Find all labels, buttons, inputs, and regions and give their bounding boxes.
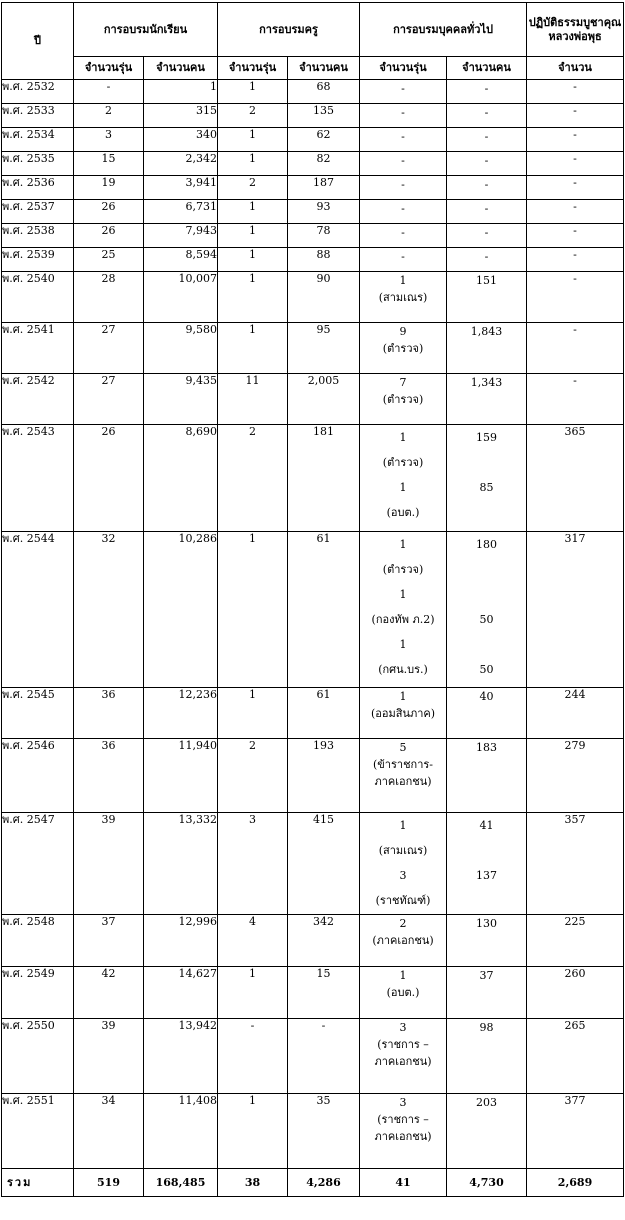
teacher-people-cell: 135: [288, 104, 360, 128]
general-people-cell: [447, 813, 527, 915]
table-row: [2, 967, 624, 1019]
year-cell: พ.ศ. 2548: [2, 915, 74, 967]
general-batches-line: 5: [399, 741, 407, 754]
teacher-people-cell: 2,005: [288, 374, 360, 425]
teacher-batches-cell: 2: [218, 739, 288, 813]
general-people-line: [447, 838, 526, 863]
general-batches-line: (ออมสินภาค): [370, 707, 436, 720]
worship-count-cell: 265: [527, 1019, 624, 1094]
total-teacher-people: 4,286: [288, 1169, 360, 1197]
worship-count-cell: -: [527, 152, 624, 176]
year-cell: พ.ศ. 2549: [2, 967, 74, 1019]
teacher-people-cell: 95: [288, 323, 360, 374]
teacher-batches-cell: 1: [218, 152, 288, 176]
worship-count-cell: -: [527, 128, 624, 152]
student-people-cell: 2,342: [144, 152, 218, 176]
teacher-people-cell: 61: [288, 688, 360, 739]
year-cell: พ.ศ. 2534: [2, 128, 74, 152]
header-dharma-worship: ปฏิบัติธรรมบูชาคุณหลวงพ่อพุธ: [527, 3, 624, 57]
student-batches-cell: 26: [74, 425, 144, 532]
student-people-cell: 6,731: [144, 200, 218, 224]
general-batches-line: -: [401, 106, 405, 119]
student-people-cell: 9,580: [144, 323, 218, 374]
general-batches-line: 3: [399, 869, 407, 882]
student-people-cell: 8,594: [144, 248, 218, 272]
table-row: [2, 152, 624, 176]
general-batches-cell: [360, 915, 447, 967]
worship-count-cell: 377: [527, 1094, 624, 1169]
worship-count-cell: -: [527, 80, 624, 104]
teacher-batches-cell: -: [218, 1019, 288, 1094]
teacher-people-cell: 61: [288, 532, 360, 688]
general-batches-cell: [360, 323, 447, 374]
student-people-cell: 340: [144, 128, 218, 152]
year-cell: พ.ศ. 2532: [2, 80, 74, 104]
header-student-training: การอบรมนักเรียน: [74, 3, 218, 57]
teacher-batches-cell: 1: [218, 532, 288, 688]
general-people-cell: [447, 152, 527, 176]
header-worship-count: จำนวน: [527, 57, 624, 80]
year-cell: พ.ศ. 2551: [2, 1094, 74, 1169]
teacher-batches-cell: 1: [218, 80, 288, 104]
general-batches-cell: [360, 248, 447, 272]
table-row: [2, 176, 624, 200]
teacher-people-cell: 90: [288, 272, 360, 323]
student-batches-cell: 15: [74, 152, 144, 176]
table-row: [2, 532, 624, 688]
student-batches-cell: 26: [74, 224, 144, 248]
general-people-line: [447, 582, 526, 607]
general-people-line: [447, 391, 526, 408]
year-cell: พ.ศ. 2543: [2, 425, 74, 532]
student-people-cell: 13,942: [144, 1019, 218, 1094]
general-batches-line: (ภาคเอกชน): [372, 934, 434, 947]
general-batches-line: 1: [399, 690, 407, 703]
table-row: [2, 915, 624, 967]
general-people-cell: [447, 915, 527, 967]
student-people-cell: 12,996: [144, 915, 218, 967]
student-batches-cell: 2: [74, 104, 144, 128]
general-people-line: 159: [476, 431, 498, 444]
student-batches-cell: 36: [74, 739, 144, 813]
general-batches-line: -: [401, 82, 405, 95]
student-people-cell: 10,286: [144, 532, 218, 688]
general-people-line: -: [484, 178, 489, 191]
student-batches-cell: 27: [74, 374, 144, 425]
teacher-batches-cell: 1: [218, 128, 288, 152]
teacher-people-cell: 68: [288, 80, 360, 104]
general-batches-cell: [360, 1019, 447, 1094]
student-batches-cell: 36: [74, 688, 144, 739]
student-batches-cell: 25: [74, 248, 144, 272]
student-batches-cell: 39: [74, 813, 144, 915]
student-batches-cell: -: [74, 80, 144, 104]
worship-count-cell: -: [527, 224, 624, 248]
teacher-batches-cell: 1: [218, 1094, 288, 1169]
student-batches-cell: 26: [74, 200, 144, 224]
worship-count-cell: 357: [527, 813, 624, 915]
general-people-line: -: [484, 130, 489, 143]
student-people-cell: 9,435: [144, 374, 218, 425]
general-people-cell: [447, 128, 527, 152]
general-people-line: [447, 557, 526, 582]
general-people-cell: [447, 1094, 527, 1169]
general-people-line: 37: [479, 969, 494, 982]
student-batches-cell: 28: [74, 272, 144, 323]
general-batches-line: 2: [399, 917, 407, 930]
general-people-line: [447, 450, 526, 475]
general-people-line: [447, 1128, 526, 1145]
general-batches-line: 9: [399, 325, 407, 338]
table-row: [2, 200, 624, 224]
general-people-line: [447, 289, 526, 306]
student-people-cell: 11,940: [144, 739, 218, 813]
header-general-batches: จำนวนรุ่น: [360, 57, 447, 80]
general-people-line: 183: [476, 741, 498, 754]
general-batches-cell: [360, 128, 447, 152]
year-cell: พ.ศ. 2547: [2, 813, 74, 915]
general-batches-line: -: [401, 154, 405, 167]
total-student-people: 168,485: [144, 1169, 218, 1197]
worship-count-cell: -: [527, 176, 624, 200]
general-batches-line: (สามเณร): [378, 844, 428, 857]
general-batches-cell: [360, 688, 447, 739]
general-batches-cell: [360, 272, 447, 323]
general-people-line: 41: [479, 819, 494, 832]
table-row: [2, 80, 624, 104]
general-batches-line: -: [401, 226, 405, 239]
general-batches-line: (ตำรวจ): [382, 456, 424, 469]
teacher-people-cell: 15: [288, 967, 360, 1019]
table-row: [2, 272, 624, 323]
worship-count-cell: 244: [527, 688, 624, 739]
general-batches-cell: [360, 152, 447, 176]
general-people-cell: [447, 739, 527, 813]
general-people-line: -: [484, 154, 489, 167]
general-batches-line: -: [401, 178, 405, 191]
general-batches-line: (อบต.): [386, 506, 420, 519]
general-batches-cell: [360, 532, 447, 688]
year-cell: พ.ศ. 2533: [2, 104, 74, 128]
year-cell: พ.ศ. 2541: [2, 323, 74, 374]
student-people-cell: 8,690: [144, 425, 218, 532]
teacher-people-cell: 342: [288, 915, 360, 967]
general-batches-cell: [360, 739, 447, 813]
table-row: [2, 248, 624, 272]
general-people-line: [447, 888, 526, 913]
header-student-batches: จำนวนรุ่น: [74, 57, 144, 80]
student-batches-cell: 34: [74, 1094, 144, 1169]
year-cell: พ.ศ. 2538: [2, 224, 74, 248]
general-people-cell: [447, 80, 527, 104]
general-people-line: -: [484, 106, 489, 119]
student-batches-cell: 32: [74, 532, 144, 688]
worship-count-cell: -: [527, 200, 624, 224]
teacher-people-cell: 82: [288, 152, 360, 176]
general-people-line: -: [484, 82, 489, 95]
teacher-people-cell: 187: [288, 176, 360, 200]
student-people-cell: 1: [144, 80, 218, 104]
general-batches-cell: [360, 967, 447, 1019]
worship-count-cell: 317: [527, 532, 624, 688]
general-batches-line: 3: [399, 1096, 407, 1109]
year-cell: พ.ศ. 2545: [2, 688, 74, 739]
general-people-cell: [447, 176, 527, 200]
worship-count-cell: -: [527, 374, 624, 425]
general-people-cell: [447, 272, 527, 323]
general-batches-line: (ตำรวจ): [382, 563, 424, 576]
general-batches-cell: [360, 104, 447, 128]
general-people-line: [447, 1053, 526, 1070]
general-batches-line: 1: [399, 481, 407, 494]
table-row: [2, 425, 624, 532]
worship-count-cell: 279: [527, 739, 624, 813]
year-cell: พ.ศ. 2546: [2, 739, 74, 813]
general-people-line: 40: [479, 690, 494, 703]
table-row: [2, 224, 624, 248]
table-row: [2, 323, 624, 374]
general-people-cell: [447, 967, 527, 1019]
general-people-cell: [447, 374, 527, 425]
header-student-people: จำนวนคน: [144, 57, 218, 80]
teacher-batches-cell: 1: [218, 967, 288, 1019]
general-people-cell: [447, 532, 527, 688]
teacher-people-cell: 88: [288, 248, 360, 272]
general-batches-line: 1: [399, 638, 407, 651]
teacher-batches-cell: 4: [218, 915, 288, 967]
student-people-cell: 7,943: [144, 224, 218, 248]
header-teacher-training: การอบรมครู: [218, 3, 360, 57]
student-people-cell: 3,941: [144, 176, 218, 200]
general-batches-line: -: [401, 202, 405, 215]
training-statistics-table: [1, 2, 624, 1197]
general-people-line: -: [484, 226, 489, 239]
general-people-line: -: [484, 250, 489, 263]
teacher-batches-cell: 11: [218, 374, 288, 425]
general-people-line: 1,343: [470, 376, 503, 389]
general-batches-cell: [360, 1094, 447, 1169]
general-batches-line: ภาคเอกชน): [374, 1055, 432, 1068]
year-cell: พ.ศ. 2540: [2, 272, 74, 323]
general-batches-line: ภาคเอกชน): [374, 1130, 432, 1143]
table-row: [2, 1094, 624, 1169]
worship-count-cell: 225: [527, 915, 624, 967]
student-people-cell: 315: [144, 104, 218, 128]
general-batches-cell: [360, 200, 447, 224]
student-batches-cell: 42: [74, 967, 144, 1019]
general-people-cell: [447, 688, 527, 739]
general-people-line: [447, 773, 526, 790]
general-batches-cell: [360, 80, 447, 104]
worship-count-cell: -: [527, 272, 624, 323]
total-student-batches: 519: [74, 1169, 144, 1197]
general-batches-line: (ราชการ –: [377, 1038, 429, 1051]
general-batches-cell: [360, 813, 447, 915]
general-batches-line: 3: [399, 1021, 407, 1034]
worship-count-cell: -: [527, 323, 624, 374]
general-batches-line: 7: [399, 376, 407, 389]
general-people-cell: [447, 248, 527, 272]
year-cell: พ.ศ. 2536: [2, 176, 74, 200]
teacher-people-cell: 78: [288, 224, 360, 248]
header-general-people: จำนวนคน: [447, 57, 527, 80]
teacher-people-cell: 62: [288, 128, 360, 152]
teacher-people-cell: 415: [288, 813, 360, 915]
teacher-batches-cell: 1: [218, 272, 288, 323]
general-batches-line: 1: [399, 538, 407, 551]
year-cell: พ.ศ. 2542: [2, 374, 74, 425]
general-people-line: 203: [476, 1096, 498, 1109]
worship-count-cell: 365: [527, 425, 624, 532]
total-label: รวม: [2, 1169, 74, 1197]
teacher-batches-cell: 1: [218, 224, 288, 248]
general-people-line: [447, 984, 526, 1001]
year-cell: พ.ศ. 2544: [2, 532, 74, 688]
general-batches-line: (ตำรวจ): [382, 393, 424, 406]
general-people-line: 50: [479, 663, 494, 676]
table-row: [2, 104, 624, 128]
general-batches-line: 1: [399, 819, 407, 832]
general-people-line: 98: [479, 1021, 494, 1034]
table-row: [2, 813, 624, 915]
general-people-line: [447, 340, 526, 357]
table-body: [2, 80, 624, 1169]
student-people-cell: 10,007: [144, 272, 218, 323]
header-general-training: การอบรมบุคคลทั่วไป: [360, 3, 527, 57]
table-row: [2, 1019, 624, 1094]
teacher-batches-cell: 2: [218, 176, 288, 200]
teacher-batches-cell: 3: [218, 813, 288, 915]
general-batches-line: (ตำรวจ): [382, 342, 424, 355]
general-batches-line: ภาคเอกชน): [374, 775, 432, 788]
general-people-line: 180: [476, 538, 498, 551]
total-row: [2, 1169, 624, 1197]
student-people-cell: 12,236: [144, 688, 218, 739]
year-cell: พ.ศ. 2539: [2, 248, 74, 272]
general-people-line: 50: [479, 613, 494, 626]
total-worship-count: 2,689: [527, 1169, 624, 1197]
teacher-batches-cell: 1: [218, 323, 288, 374]
general-people-cell: [447, 200, 527, 224]
table-row: [2, 688, 624, 739]
general-people-line: [447, 1111, 526, 1128]
general-people-cell: [447, 425, 527, 532]
teacher-people-cell: 181: [288, 425, 360, 532]
general-batches-line: 1: [399, 588, 407, 601]
general-people-line: [447, 500, 526, 525]
teacher-people-cell: 93: [288, 200, 360, 224]
general-people-cell: [447, 1019, 527, 1094]
table-row: [2, 128, 624, 152]
general-batches-line: (สามเณร): [378, 291, 428, 304]
general-people-line: [447, 705, 526, 722]
general-batches-line: -: [401, 250, 405, 263]
header-teacher-batches: จำนวนรุ่น: [218, 57, 288, 80]
worship-count-cell: 260: [527, 967, 624, 1019]
general-batches-line: (ราชการ –: [377, 1113, 429, 1126]
general-batches-line: (ข้าราชการ-: [373, 758, 434, 771]
student-people-cell: 11,408: [144, 1094, 218, 1169]
table-row: [2, 374, 624, 425]
general-people-line: 137: [476, 869, 498, 882]
student-people-cell: 13,332: [144, 813, 218, 915]
teacher-batches-cell: 2: [218, 104, 288, 128]
general-batches-line: (กศน.บร.): [378, 663, 428, 676]
table-row: [2, 739, 624, 813]
general-batches-cell: [360, 374, 447, 425]
general-people-line: [447, 632, 526, 657]
general-batches-line: (อบต.): [386, 986, 420, 999]
student-batches-cell: 27: [74, 323, 144, 374]
teacher-people-cell: -: [288, 1019, 360, 1094]
total-general-batches: 41: [360, 1169, 447, 1197]
general-batches-line: -: [401, 130, 405, 143]
general-people-line: 130: [476, 917, 498, 930]
general-batches-line: 1: [399, 969, 407, 982]
teacher-people-cell: 193: [288, 739, 360, 813]
student-people-cell: 14,627: [144, 967, 218, 1019]
general-people-line: 151: [476, 274, 498, 287]
general-people-line: 1,843: [470, 325, 503, 338]
year-cell: พ.ศ. 2550: [2, 1019, 74, 1094]
teacher-batches-cell: 2: [218, 425, 288, 532]
general-people-cell: [447, 224, 527, 248]
student-batches-cell: 19: [74, 176, 144, 200]
general-people-cell: [447, 104, 527, 128]
year-cell: พ.ศ. 2537: [2, 200, 74, 224]
total-general-people: 4,730: [447, 1169, 527, 1197]
teacher-batches-cell: 1: [218, 200, 288, 224]
teacher-batches-cell: 1: [218, 688, 288, 739]
teacher-batches-cell: 1: [218, 248, 288, 272]
general-batches-cell: [360, 224, 447, 248]
general-batches-line: 1: [399, 274, 407, 287]
general-batches-cell: [360, 425, 447, 532]
teacher-people-cell: 35: [288, 1094, 360, 1169]
general-batches-line: 1: [399, 431, 407, 444]
general-batches-line: (กองทัพ ภ.2): [371, 613, 435, 626]
general-people-line: -: [484, 202, 489, 215]
student-batches-cell: 3: [74, 128, 144, 152]
worship-count-cell: -: [527, 104, 624, 128]
header-year: ปี: [2, 3, 74, 80]
header-teacher-people: จำนวนคน: [288, 57, 360, 80]
general-people-line: [447, 932, 526, 949]
general-batches-cell: [360, 176, 447, 200]
general-people-line: [447, 756, 526, 773]
student-batches-cell: 39: [74, 1019, 144, 1094]
total-teacher-batches: 38: [218, 1169, 288, 1197]
worship-count-cell: -: [527, 248, 624, 272]
general-people-line: [447, 1036, 526, 1053]
year-cell: พ.ศ. 2535: [2, 152, 74, 176]
general-people-line: 85: [479, 481, 494, 494]
general-people-cell: [447, 323, 527, 374]
student-batches-cell: 37: [74, 915, 144, 967]
general-batches-line: (ราชทัณฑ์): [375, 894, 431, 907]
